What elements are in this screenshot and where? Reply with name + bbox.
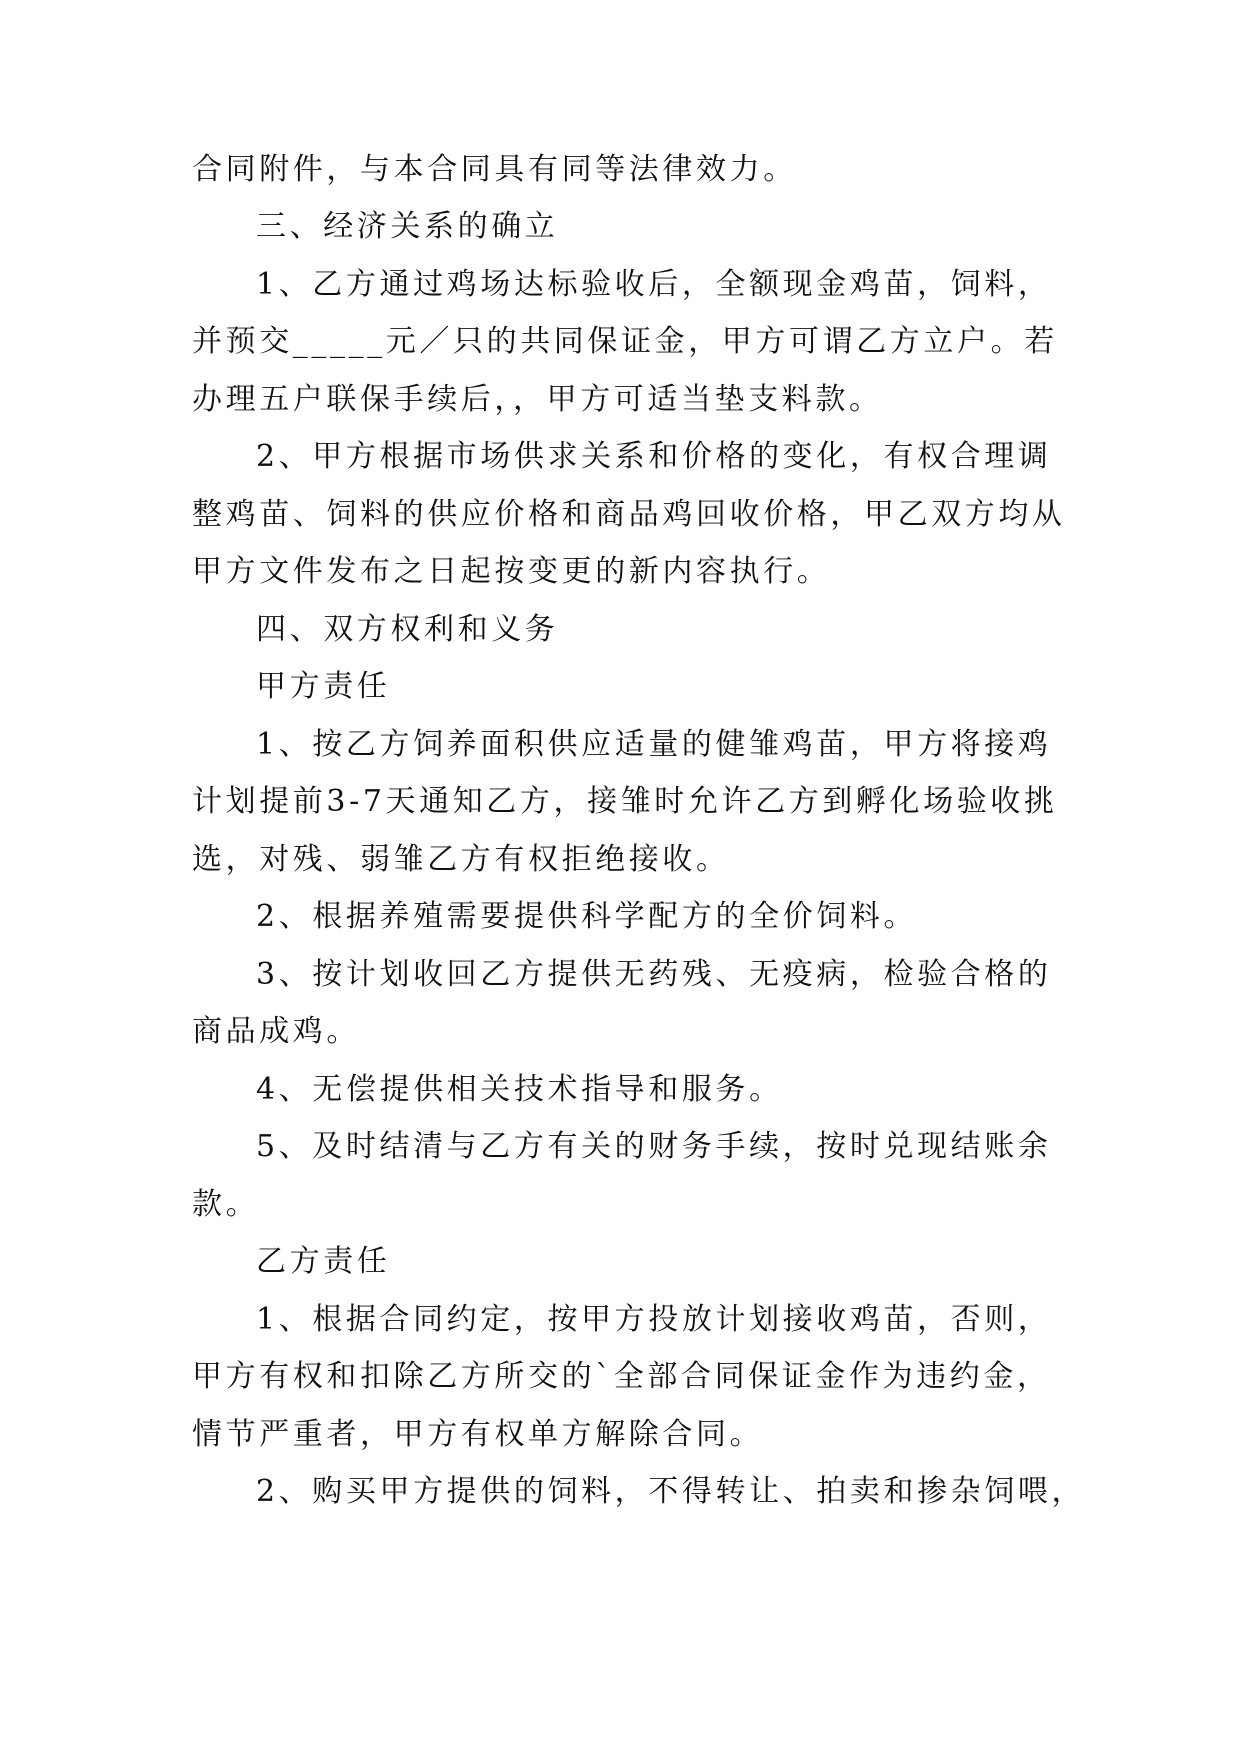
text-line: 整鸡苗、饲料的供应价格和商品鸡回收价格，甲乙双方均从 xyxy=(192,497,1066,532)
subsection-heading: 乙方责任 xyxy=(256,1244,391,1279)
text-line: 5、及时结清与乙方有关的财务手续，按时兑现结账余 xyxy=(256,1129,1052,1164)
section-heading: 三、经济关系的确立 xyxy=(256,209,559,244)
text-line: 合同附件，与本合同具有同等法律效力。 xyxy=(192,152,797,187)
text-line: 1、按乙方饲养面积供应适量的健雏鸡苗，甲方将接鸡 xyxy=(256,727,1052,762)
text-line: 2、购买甲方提供的饲料，不得转让、拍卖和掺杂饲喂， xyxy=(256,1474,1086,1509)
text-line: 商品成鸡。 xyxy=(192,1014,360,1049)
text-line: 并预交_____元／只的共同保证金，甲方可谓乙方立户。若 xyxy=(192,324,1058,359)
text-line: 款。 xyxy=(192,1187,260,1222)
text-line: 3、按计划收回乙方提供无药残、无疫病，检验合格的 xyxy=(256,957,1052,992)
text-line: 1、根据合同约定，按甲方投放计划接收鸡苗，否则， xyxy=(256,1302,1052,1337)
text-line: 情节严重者，甲方有权单方解除合同。 xyxy=(192,1417,764,1452)
text-line: 2、甲方根据市场供求关系和价格的变化，有权合理调 xyxy=(256,439,1052,474)
text-line: 1、乙方通过鸡场达标验收后，全额现金鸡苗，饲料， xyxy=(256,267,1052,302)
text-line: 4、无偿提供相关技术指导和服务。 xyxy=(256,1072,783,1107)
section-heading: 四、双方权利和义务 xyxy=(256,612,559,647)
text-line: 2、根据养殖需要提供科学配方的全价饲料。 xyxy=(256,899,918,934)
text-line: 甲方文件发布之日起按变更的新内容执行。 xyxy=(192,554,831,589)
text-line: 甲方有权和扣除乙方所交的`全部合同保证金作为违约金， xyxy=(192,1359,1051,1394)
text-line: 选，对残、弱雏乙方有权拒绝接收。 xyxy=(192,842,730,877)
subsection-heading: 甲方责任 xyxy=(256,669,391,704)
text-line: 计划提前3-7天通知乙方，接雏时允许乙方到孵化场验收挑 xyxy=(192,784,1058,819)
text-line: 办理五户联保手续后，，甲方可适当垫支料款。 xyxy=(192,382,883,417)
